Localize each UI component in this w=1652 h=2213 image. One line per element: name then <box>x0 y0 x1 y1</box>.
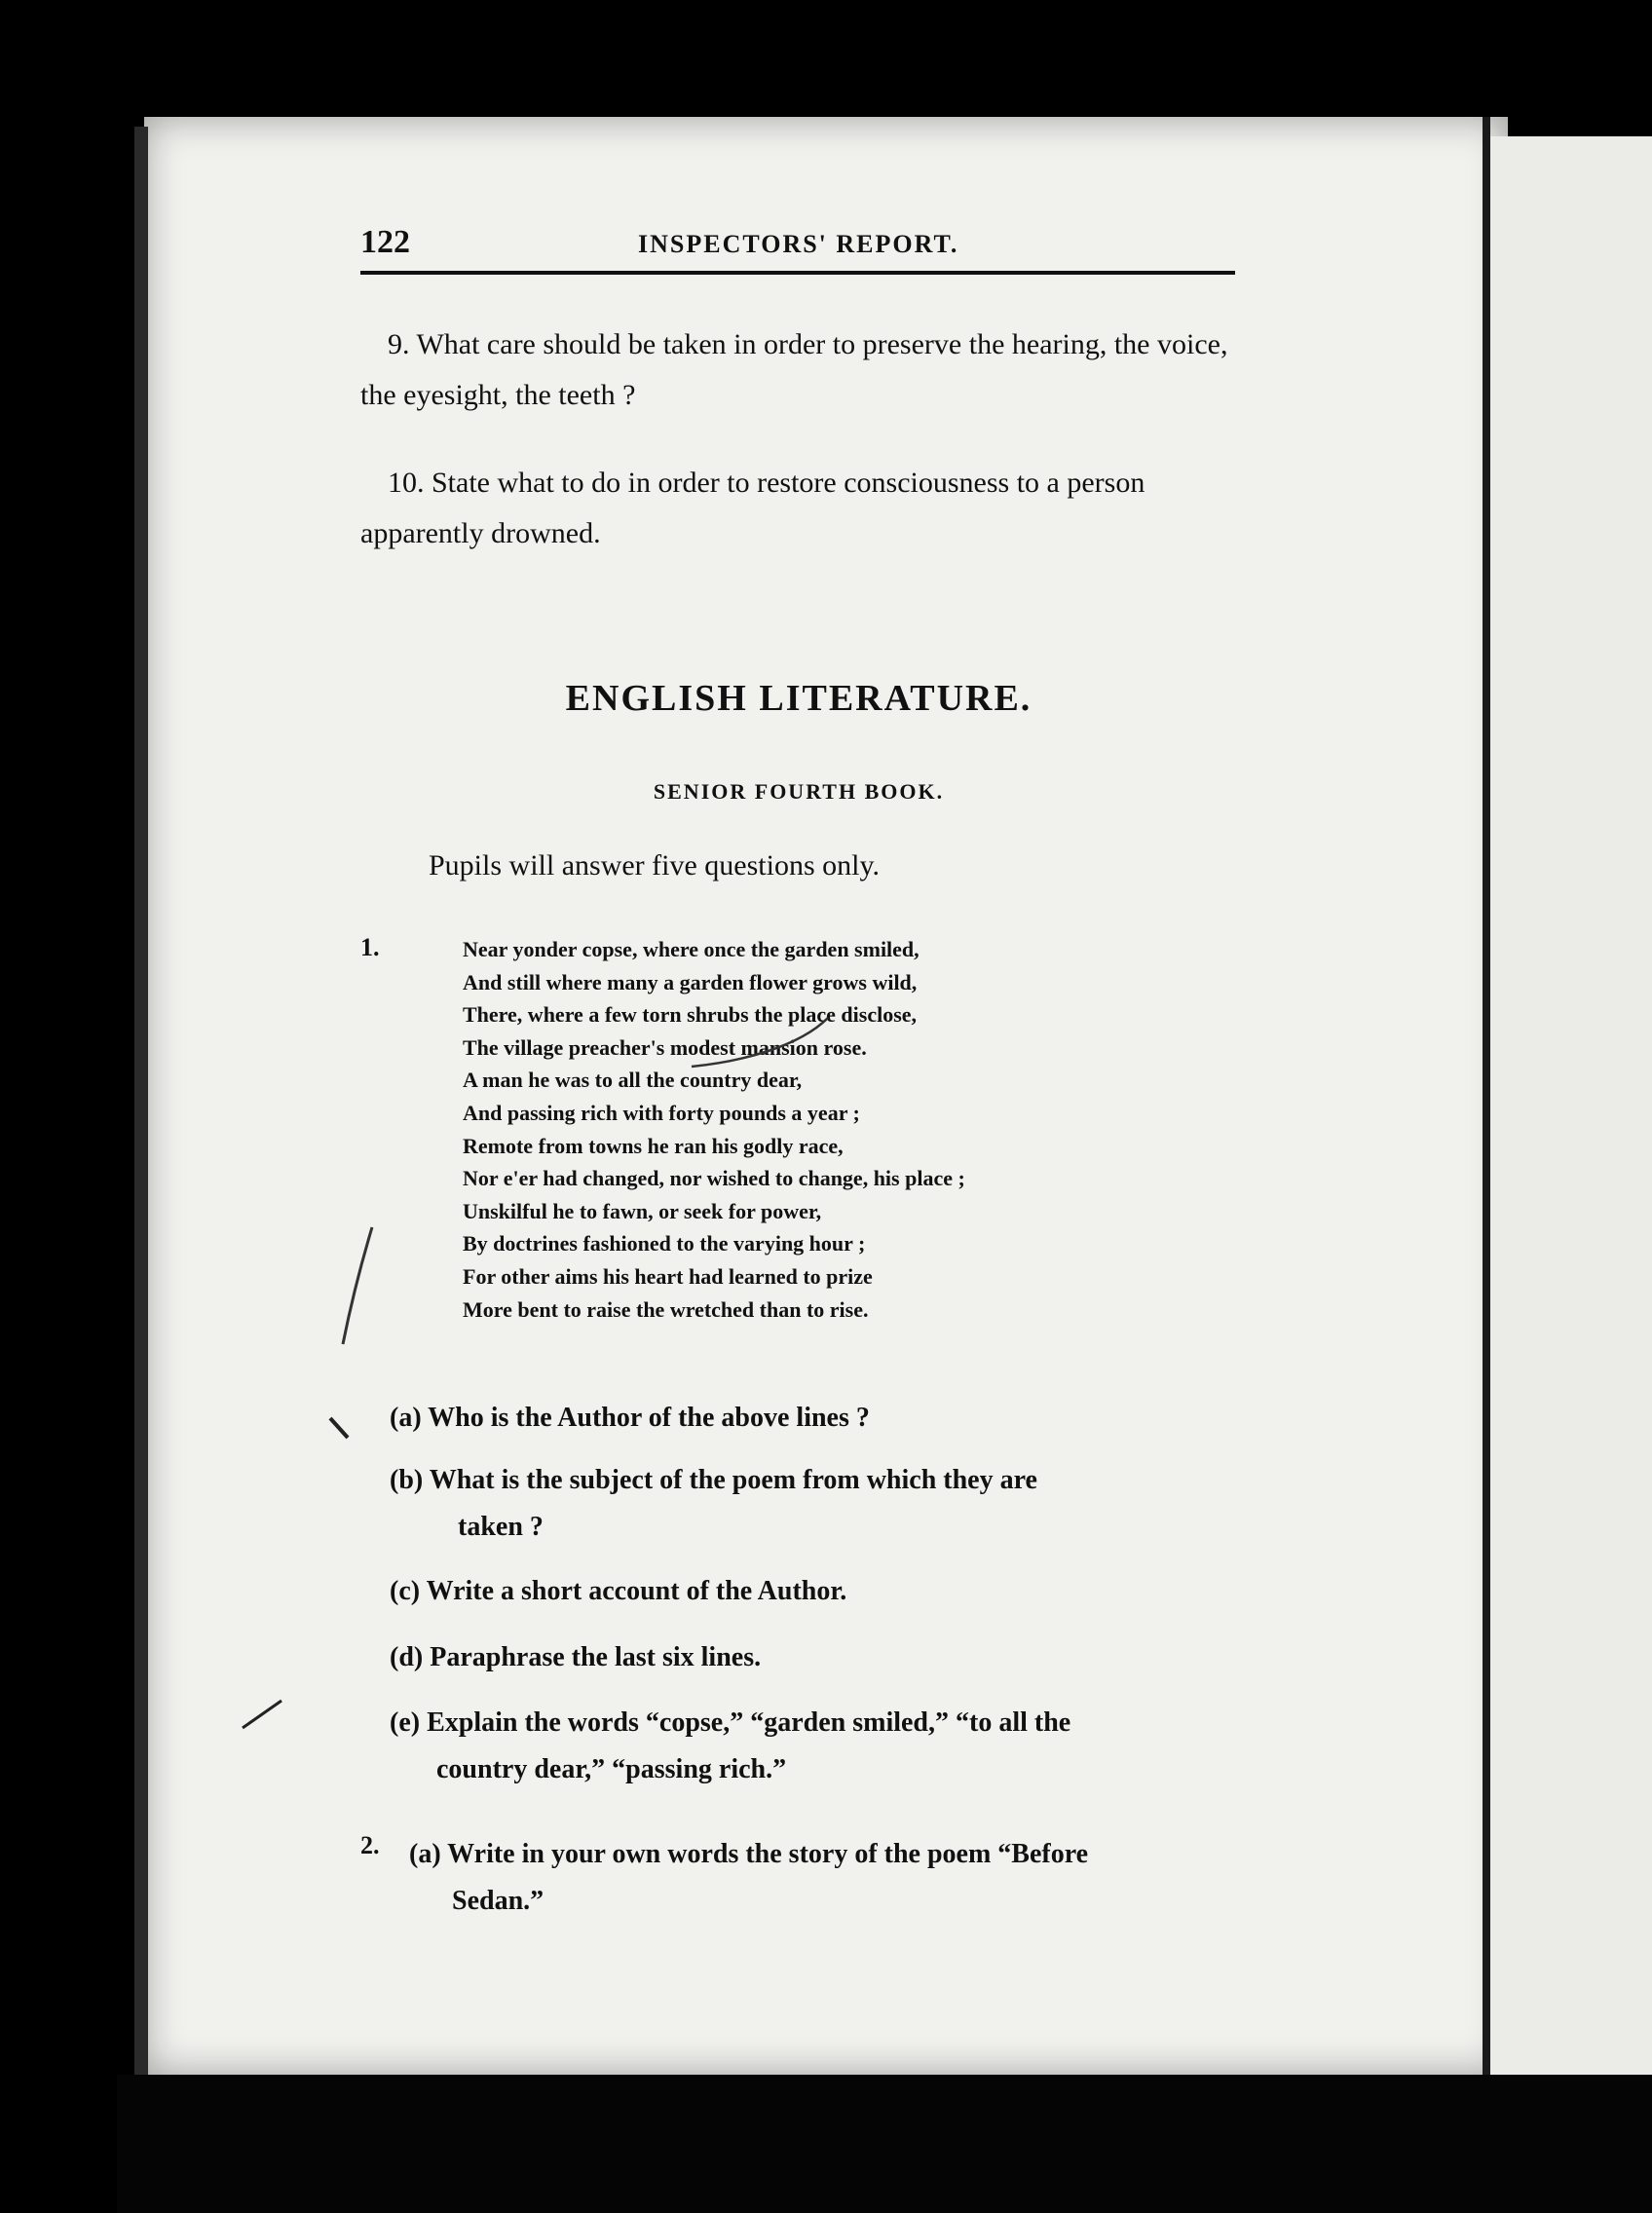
header-rule <box>360 271 1235 275</box>
question-number: 10. <box>388 467 425 499</box>
question-2 <box>409 1831 1247 1925</box>
poem-line: A man he was to all the country dear, <box>463 1068 803 1093</box>
poem-line: The village preacher's modest mansion rose. <box>463 1034 867 1060</box>
sub-question-a: (a) Who is the Author of the above lines ? <box>390 1403 870 1433</box>
sub-question-e-line2: country dear,” “passing rich.” <box>436 1754 787 1784</box>
question-text: State what to do in order to restore consciousness to a person apparently drowned. <box>360 467 1145 549</box>
poem-line: Remote from towns he ran his godly race, <box>463 1133 844 1158</box>
instruction: Pupils will answer five questions only. <box>429 849 881 881</box>
sub-question-c: (c) Write a short account of the Author. <box>390 1576 847 1606</box>
sub-question-b <box>390 1457 1247 1551</box>
poem-line: And still where many a garden flower grows wild, <box>463 969 918 994</box>
poem-line: Unskilful he to fawn, or seek for power, <box>463 1198 822 1223</box>
pencil-mark-curve <box>682 979 906 1076</box>
running-title: INSPECTORS' REPORT. <box>638 230 959 258</box>
poem-line: There, where a few torn shrubs the place disclose, <box>463 1002 918 1028</box>
question-10 <box>360 458 1237 559</box>
pencil-mark-dash <box>326 1414 356 1444</box>
sub-question-b-line2: taken ? <box>458 1512 544 1542</box>
sub-question-d: (d) Paraphrase the last six lines. <box>390 1642 762 1672</box>
sub-question-b-line1: (b) What is the subject of the poem from which they are <box>390 1465 1037 1495</box>
sub-question-e <box>390 1700 1247 1793</box>
poem-line: And passing rich with forty pounds a year ; <box>463 1100 860 1125</box>
poem-line: By doctrines fashioned to the varying hour ; <box>463 1231 866 1257</box>
poem-line: Nor e'er had changed, nor wished to change, his place ; <box>463 1166 965 1191</box>
page-number: 122 <box>360 224 410 260</box>
section-subtitle: SENIOR FOURTH BOOK. <box>653 779 945 804</box>
poem-line: Near yonder copse, where once the garden smiled, <box>463 937 920 961</box>
question-2-line1: (a) Write in your own words the story of the poem “Before <box>409 1839 1089 1869</box>
sub-question-e-line1: (e) Explain the words “copse,” “garden smiled,” “to all the <box>390 1707 1071 1738</box>
question-1-number: 1. <box>360 933 380 961</box>
poem-line: More bent to raise the wretched than to rise. <box>463 1296 869 1322</box>
page-header <box>360 224 1237 273</box>
question-text: What care should be taken in order to preserve the hearing, the voice, the eyesight, the teeth ? <box>360 328 1228 411</box>
question-number: 9. <box>388 328 410 360</box>
poem-line: For other aims his heart had learned to prize <box>463 1263 873 1289</box>
question-2-number: 2. <box>360 1831 380 1859</box>
pencil-mark-bracket <box>331 1218 390 1354</box>
question-9 <box>360 319 1237 421</box>
question-2-line2: Sedan.” <box>452 1886 544 1916</box>
section-title: ENGLISH LITERATURE. <box>565 678 1032 719</box>
pencil-mark-tick <box>239 1695 287 1734</box>
